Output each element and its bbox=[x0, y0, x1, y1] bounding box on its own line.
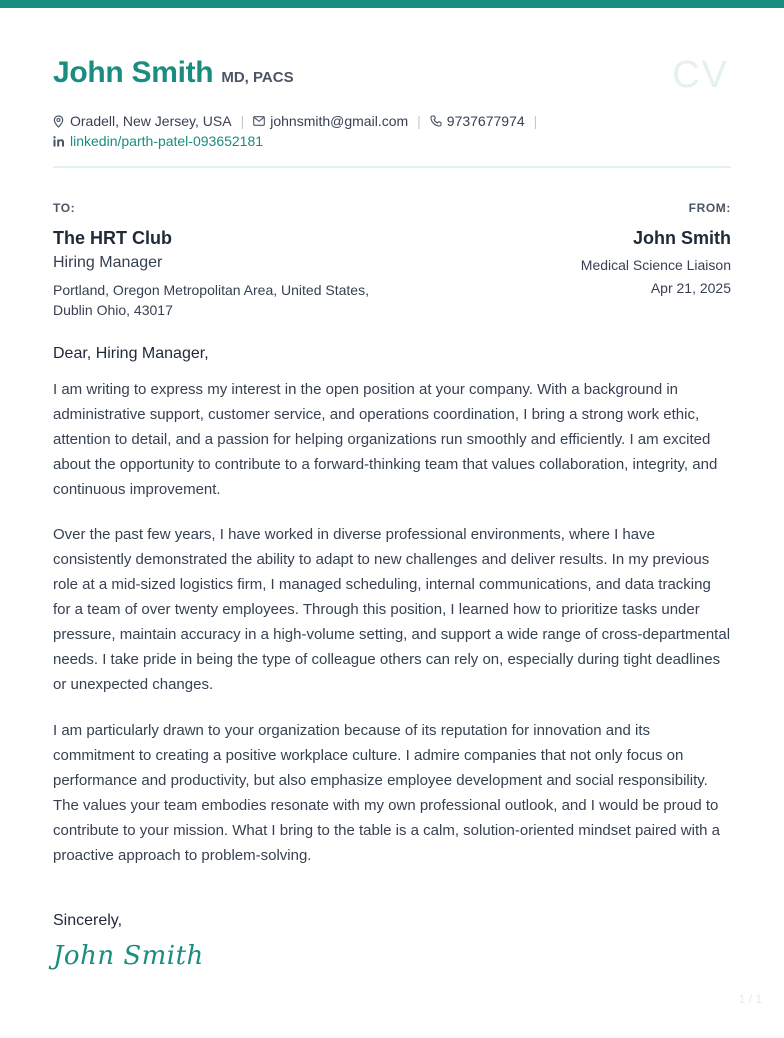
location-pin-icon bbox=[53, 115, 66, 128]
linkedin-row bbox=[53, 133, 263, 149]
contact-location: Oradell, New Jersey, USA bbox=[70, 113, 232, 129]
recipient-organization: The HRT Club bbox=[53, 228, 172, 248]
letter-paragraph-1: I am writing to express my interest in the open position at your company. With a background in administrative support, customer service, and operations coordination, I bring a strong work ethic, attention to detail, and a passion for helping organizations run smoothly and efficiently. I am excited about the opportunity to contribute to a forward-thinking team that values collaboration, integrity, and continuous improvement. bbox=[53, 381, 718, 498]
top-accent-bar bbox=[0, 0, 784, 8]
phone-icon bbox=[430, 115, 443, 128]
candidate-name: John Smith bbox=[53, 56, 214, 89]
separator: | bbox=[240, 113, 245, 129]
header-name-block bbox=[53, 56, 294, 90]
separator: | bbox=[417, 113, 421, 129]
recipient-address bbox=[53, 280, 369, 320]
to-label: TO: bbox=[53, 201, 76, 215]
candidate-credentials: MD, PACS bbox=[221, 69, 294, 86]
recipient-address-line1: Portland, Oregon Metropolitan Area, United States, bbox=[53, 282, 369, 298]
linkedin-link[interactable]: linkedin/parth-patel-093652181 bbox=[70, 133, 264, 149]
letter-paragraph-2: Over the past few years, I have worked in diverse professional environments, where I have consistently demonstrated the ability to adapt to new challenges and deliver results. In my previous role at a mid-sized logistics firm, I managed scheduling, internal communications, and data tracking for a team of over twenty employees. Through this position, I learned how to prioritize tasks under pressure, maintain accuracy in a high-volume setting, and support a wide range of cross-departmental needs. I take pride in being the type of colleague others can rely on, especially during tight deadlines or unexpected changes. bbox=[53, 526, 731, 693]
mail-icon bbox=[253, 115, 266, 128]
separator: | bbox=[533, 113, 538, 129]
from-label: FROM: bbox=[688, 201, 731, 215]
contact-row bbox=[53, 113, 546, 129]
letter-paragraph-3: I am particularly drawn to your organization because of its reputation for innovation and its commitment to creating a positive workplace culture. I admire companies that not only focus on performance and productivity, but also emphasize employee development and social responsibility. The values your team embodies resonate with my own professional outlook, and I would be proud to contribute to your mission. What I bring to the table is a calm, solution-oriented mindset paired with a proactive approach to problem-solving. bbox=[53, 722, 720, 864]
letter-greeting: Dear, Hiring Manager, bbox=[53, 345, 209, 362]
letter-signoff: Sincerely, bbox=[53, 912, 123, 929]
sender-name: John Smith bbox=[633, 228, 731, 248]
handwritten-signature: John Smith bbox=[53, 941, 204, 971]
contact-email[interactable]: johnsmith@gmail.com bbox=[270, 113, 409, 129]
letter-date: Apr 21, 2025 bbox=[650, 280, 731, 296]
header-divider bbox=[53, 166, 731, 168]
sender-title: Medical Science Liaison bbox=[580, 257, 731, 273]
linkedin-icon bbox=[53, 136, 66, 147]
cv-watermark: CV bbox=[672, 54, 729, 96]
recipient-address-line2: Dublin Ohio, 43017 bbox=[53, 302, 173, 318]
page-indicator: 1 / 1 bbox=[738, 992, 762, 1006]
recipient-role: Hiring Manager bbox=[53, 254, 163, 271]
contact-phone[interactable]: 9737677974 bbox=[446, 113, 525, 129]
